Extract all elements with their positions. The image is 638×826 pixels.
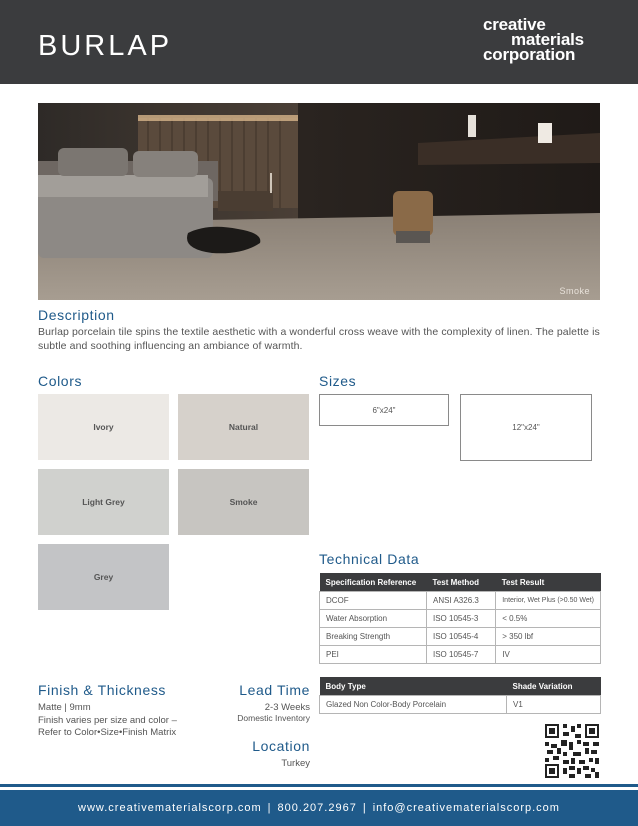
swatch-natural: Natural xyxy=(178,394,309,460)
header-bar xyxy=(0,0,638,84)
footer-divider xyxy=(0,784,638,787)
method-cell: ISO 10545-3 xyxy=(427,610,496,628)
result-cell: Interior, Wet Plus (>0.50 Wet) xyxy=(496,592,601,610)
footer-separator: | xyxy=(362,802,367,814)
swatch-ivory: Ivory xyxy=(38,394,169,460)
hero-image xyxy=(38,103,600,300)
table-row xyxy=(320,610,601,628)
spec-cell: DCOF xyxy=(320,592,427,610)
size-6x24 xyxy=(319,394,449,426)
colors-heading: Colors xyxy=(38,373,83,389)
col-test-method: Test Method xyxy=(427,573,496,592)
qr-code-icon xyxy=(545,724,599,778)
size-12x24-label: 12"x24" xyxy=(512,423,540,432)
result-cell: IV xyxy=(496,646,601,664)
swatch-light-grey: Light Grey xyxy=(38,469,169,535)
size-12x24 xyxy=(460,394,592,461)
sizes-heading: Sizes xyxy=(319,373,357,389)
spec-cell: Water Absorption xyxy=(320,610,427,628)
col-shade-variation: Shade Variation xyxy=(507,677,601,696)
footer-email-link[interactable]: info@creativematerialscorp.com xyxy=(372,802,560,814)
body-type-table xyxy=(319,677,601,714)
table-row xyxy=(320,628,601,646)
brand-line-1: creative xyxy=(483,15,546,34)
spec-cell: PEI xyxy=(320,646,427,664)
description-text: Burlap porcelain tile spins the textile aesthetic with a wonderful cross weave with the complexity of linen. The palette is subtle and soothing influencing an ambiance of warmth. xyxy=(38,326,600,352)
footer-bar xyxy=(0,790,638,826)
lead-time-line-1: 2-3 Weeks xyxy=(264,702,310,713)
result-cell: > 350 lbf xyxy=(496,628,601,646)
footer-separator: | xyxy=(267,802,272,814)
finish-line-2: Finish varies per size and color – xyxy=(38,714,177,726)
brand-line-3: corporation xyxy=(483,45,576,64)
finish-line-1: Matte | 9mm xyxy=(38,702,91,713)
footer-phone[interactable]: 800.207.2967 xyxy=(277,802,357,814)
brand-logo xyxy=(483,17,584,62)
finish-text xyxy=(38,702,177,740)
body-header-row xyxy=(320,677,601,696)
brand-line-2: materials xyxy=(511,30,584,49)
method-cell: ISO 10545-4 xyxy=(427,628,496,646)
footer-website-link[interactable]: www.creativematerialscorp.com xyxy=(78,802,262,814)
result-cell: < 0.5% xyxy=(496,610,601,628)
hero-caption: Smoke xyxy=(559,286,590,296)
location-heading: Location xyxy=(252,738,310,754)
description-heading: Description xyxy=(38,307,115,323)
body-type-cell: Glazed Non Color-Body Porcelain xyxy=(320,696,507,714)
col-test-result: Test Result xyxy=(496,573,601,592)
finish-heading: Finish & Thickness xyxy=(38,682,167,698)
size-6x24-label: 6"x24" xyxy=(372,406,396,415)
method-cell: ANSI A326.3 xyxy=(427,592,496,610)
location-value: Turkey xyxy=(281,758,310,769)
table-row xyxy=(320,696,601,714)
product-title: BURLAP xyxy=(38,30,173,62)
shade-variation-cell: V1 xyxy=(507,696,601,714)
swatch-smoke: Smoke xyxy=(178,469,309,535)
technical-header-row xyxy=(320,573,601,592)
table-row xyxy=(320,646,601,664)
method-cell: ISO 10545-7 xyxy=(427,646,496,664)
technical-table xyxy=(319,573,601,664)
swatch-grey: Grey xyxy=(38,544,169,610)
finish-line-3: Refer to Color•Size•Finish Matrix xyxy=(38,727,177,738)
col-body-type: Body Type xyxy=(320,677,507,696)
lead-time-heading: Lead Time xyxy=(239,682,310,698)
spec-cell: Breaking Strength xyxy=(320,628,427,646)
technical-heading: Technical Data xyxy=(319,551,420,567)
lead-time-line-2: Domestic Inventory xyxy=(237,713,310,723)
bedroom-scene-illustration xyxy=(38,103,600,300)
table-row xyxy=(320,592,601,610)
col-spec-reference: Specification Reference xyxy=(320,573,427,592)
lead-time-text xyxy=(237,702,310,724)
